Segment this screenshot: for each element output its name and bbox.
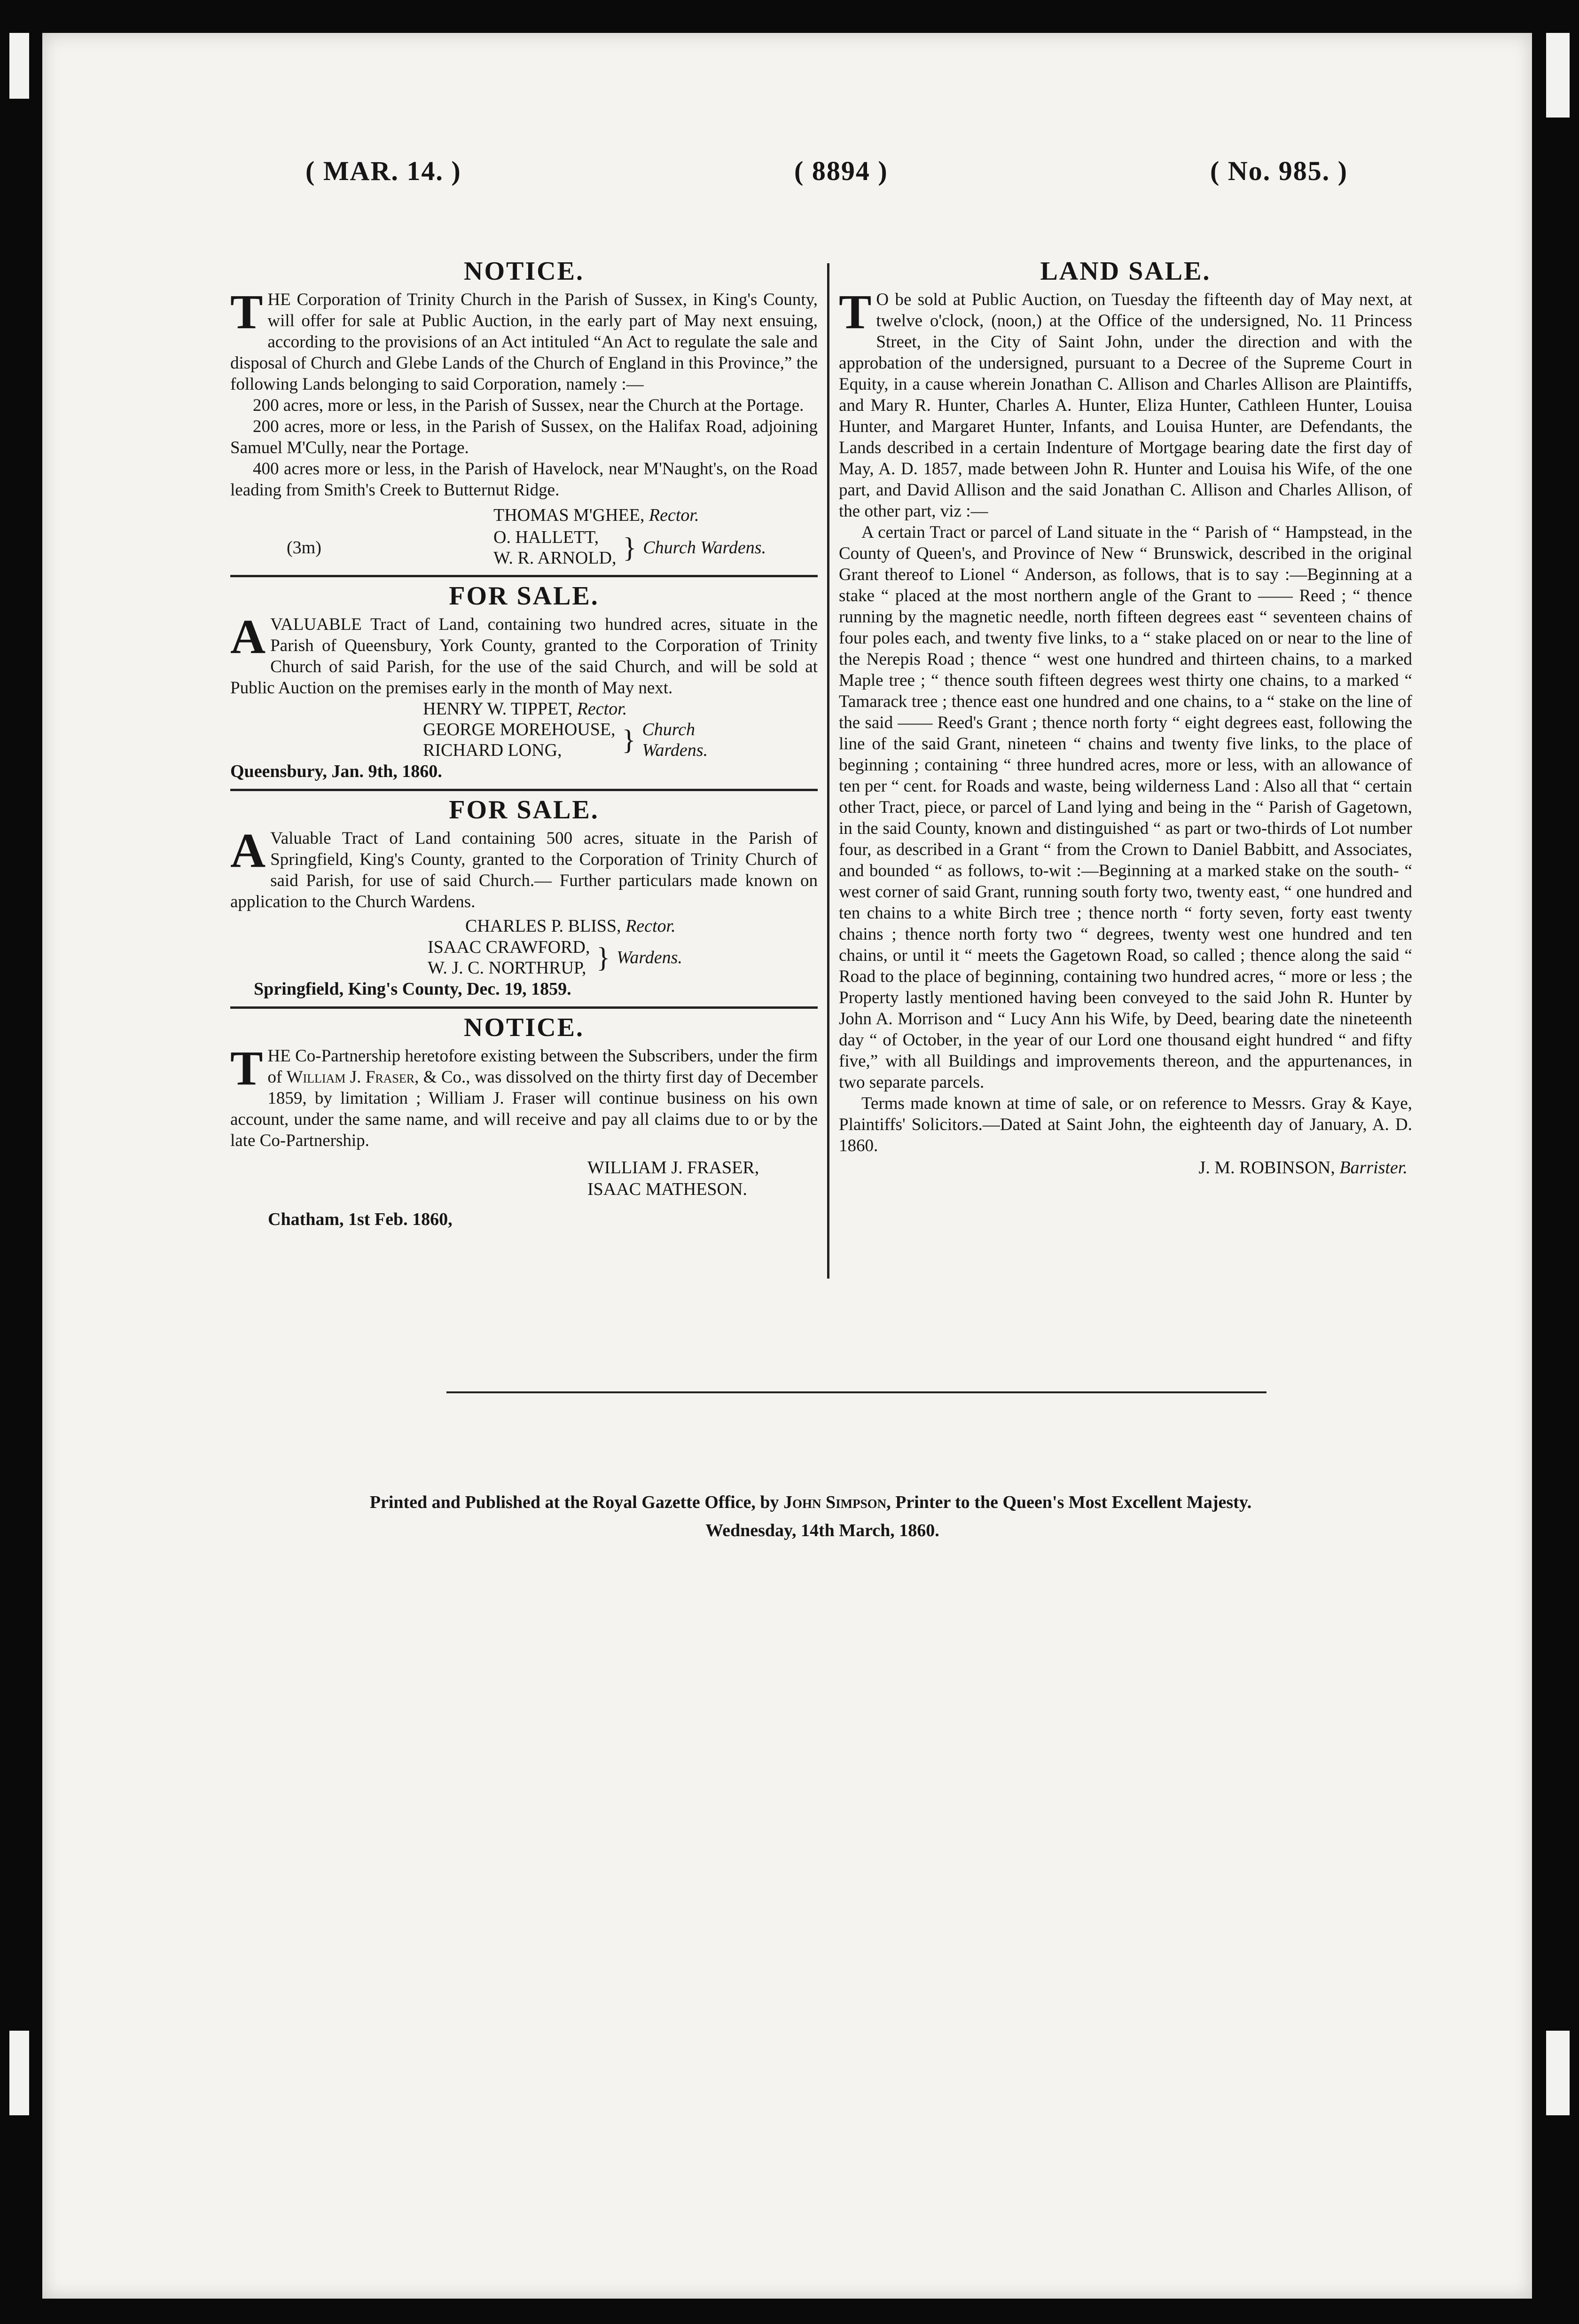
wardens-title: Church <box>642 720 695 739</box>
firm-name: William J. Fraser <box>286 1068 415 1087</box>
warden-name: W. J. C. NORTHRUP, <box>428 958 586 978</box>
rector-title: Rector. <box>625 916 676 936</box>
header-date: ( MAR. 14. ) <box>305 156 461 186</box>
section-separator <box>230 789 818 791</box>
dateline: Queensbury, Jan. 9th, 1860. <box>230 762 442 781</box>
rector-name: HENRY W. TIPPET, <box>423 699 573 719</box>
rector-name: CHARLES P. BLISS, <box>465 916 621 936</box>
signatory-title: Barrister. <box>1339 1158 1407 1178</box>
edge-mark-top-right <box>1546 33 1570 118</box>
terms-text: Terms made known at time of sale, or on reference to Messrs. Gray & Kaye, Plaintiffs' Solicitors.—Dated at Saint John, the eighteenth day of January, A. D. 1860. <box>839 1094 1412 1155</box>
signatory-name: WILLIAM J. FRASER, <box>587 1158 759 1178</box>
wardens-title: Wardens. <box>642 740 708 760</box>
notice-text: O be sold at Public Auction, on Tuesday the fifteenth day of May next, at twelve o'clock, (noon,) at the Office of the undersigned, No. 11 Princess Street, in the City of Saint John, under the direction and with the approbation of the undersigned, pursuant to a Decree of the Supreme Court in Equity, in a cause wherein Jonathan C. Allison and Charles Allison are Plaintiffs, and Mary R. Hunter, Charles A. Hunter, Eliza Hunter, Cathleen Hunter, Louisa Hunter, and Margaret Hunter, Infants, and Louisa Hunter, are Defendants, the Lands described in a certain Indenture of Mortgage bearing date the first day of May, A. D. 1857, made between John R. Hunter and Louisa his Wife, of the one part, and David Allison and the said Jonathan C. Allison and Charles Allison, of the other part, viz :— <box>839 290 1412 521</box>
land-item: 400 acres more or less, in the Parish of Havelock, near M'Naught's, on the Road leading from Smith's Creek to Butternut Ridge. <box>230 459 818 500</box>
left-column <box>230 256 818 1230</box>
notice-title: LAND SALE. <box>1040 257 1211 286</box>
rector-title: Rector. <box>649 505 699 525</box>
notice-title: NOTICE. <box>464 1013 584 1042</box>
notice-title: FOR SALE. <box>449 581 599 611</box>
notice-body <box>230 1041 818 1151</box>
for-sale-queensbury <box>230 581 818 782</box>
notice-title: FOR SALE. <box>449 795 599 824</box>
wardens-title: Church Wardens. <box>643 538 766 557</box>
edge-mark-bottom-left <box>9 2031 29 2115</box>
rector-title: Rector. <box>577 699 627 719</box>
notice-title: NOTICE. <box>464 257 584 286</box>
drop-cap: T <box>230 1041 263 1095</box>
column-divider <box>827 263 829 1279</box>
warden-name: W. R. ARNOLD, <box>493 548 617 568</box>
edge-mark-top-left <box>9 33 29 99</box>
printer-name: John Simpson <box>783 1492 887 1512</box>
signatory-name: J. M. ROBINSON, <box>1198 1158 1335 1178</box>
warden-name: GEORGE MOREHOUSE, <box>423 720 616 739</box>
brace-glyph: } <box>623 532 637 563</box>
section-separator <box>230 575 818 577</box>
land-item: 200 acres, more or less, in the Parish of Sussex, near the Church at the Portage. <box>253 396 804 415</box>
brace-glyph: } <box>622 724 636 755</box>
right-column <box>839 256 1412 1179</box>
notice-text: HE Corporation of Trinity Church in the Parish of Sussex, in King's County, will offer for sale at Public Auction, in the early part of May next ensuing, according to the provisions of an Act intituled “An Act to regulate the sale and disposal of Church and Glebe Lands of the Church of England in this Province,” the following Lands belonging to said Corporation, namely :— <box>230 290 818 394</box>
notice-text: VALUABLE Tract of Land, containing two hundred acres, situate in the Parish of Queensbury, York County, granted to the Corporation of Trinity Church of said Parish, for the use of the said Church, and will be sold at Public Auction on the premises early in the month of May next. <box>230 615 818 698</box>
warden-name: O. HALLETT, <box>493 527 599 547</box>
notice-body <box>230 610 818 699</box>
notice-text: HE Co-Partnership heretofore existing between the Subscribers, under the firm of <box>267 1046 818 1087</box>
notice-trinity-sussex <box>230 256 818 568</box>
notice-body <box>839 285 1412 522</box>
imprint-text: , Printer to the Queen's Most Excellent Majesty. <box>886 1492 1252 1512</box>
notice-text: Valuable Tract of Land containing 500 acres, situate in the Parish of Springfield, King's County, granted to the Corporation of Trinity Church of said Parish, for use of said Church.— Further particulars made known on application to the Church Wardens. <box>230 829 818 911</box>
bottom-rule <box>446 1391 1266 1393</box>
header-page-number: ( 8894 ) <box>794 156 888 186</box>
land-sale-notice <box>839 256 1412 1179</box>
rector-name: THOMAS M'GHEE, <box>493 505 645 525</box>
notice-body <box>230 824 818 912</box>
notice-partnership-dissolved <box>230 1013 818 1230</box>
wardens-title: Wardens. <box>617 948 682 967</box>
imprint-text: Printed and Published at the Royal Gazette Office, by <box>369 1492 784 1512</box>
notice-body <box>230 285 818 395</box>
edge-mark-bottom-right <box>1546 2031 1570 2115</box>
header-issue-number: ( No. 985. ) <box>1210 156 1348 186</box>
warden-name: ISAAC CRAWFORD, <box>428 937 590 957</box>
imprint-date: Wednesday, 14th March, 1860. <box>705 1521 939 1540</box>
land-item: 200 acres, more or less, in the Parish of Sussex, on the Halifax Road, adjoining Samuel M'Cully, near the Portage. <box>230 417 818 457</box>
imprint-line <box>0 1490 1579 1515</box>
drop-cap: T <box>230 285 263 339</box>
for-sale-springfield <box>230 795 818 1000</box>
warden-name: RICHARD LONG, <box>423 740 562 760</box>
land-description: A certain Tract or parcel of Land situate in the “ Parish of “ Hampstead, in the County of Queen's, and Province of New “ Brunswick, described in the original Grant thereof to Lionel “ Anderson, as follows, that is to say :—Beginning at a stake “ placed at the most northern angle of the Grant to —— Reed ; “ thence running by the magnetic needle, north fifteen degrees east “ seventeen chains of four poles each, and twenty five links, to a “ stake placed on or near to the line of the Nerepis Road ; thence “ west one hundred and thirteen chains, to a marked Maple tree ; “ thence south fifteen degrees west thirty one chains, to a marked “ Tamarack tree ; thence east one hundred and one chains, to a “ stake on the line of the said —— Reed's Grant ; thence north forty “ eight degrees east, following the line of the said Grant, nineteen “ chains and twenty five links, to the place of beginning ; containing “ three hundred acres, more or less, with an allowance of ten per “ cent. for Roads and waste, being wilderness Land : Also all that “ certain other Tract, piece, or parcel of Land lying and being in the “ Parish of Gagetown, in the said County, known and distinguished “ as part or two-thirds of Lot number four, as described in a Grant “ from the Crown to Daniel Babbitt, and Associates, and bounded “ as follows, to-wit :—Beginning at a marked stake on the south- “ west corner of said Grant, running south forty two, twenty east, “ one hundred and ten chains to a white Birch tree ; thence north “ forty seven, forty east twenty chains ; thence north forty two “ degrees, twenty west one hundred and ten chains, or until it “ meets the Gagetown Road, so called ; thence along the said “ Road to the place of beginning, containing two hundred acres, “ more or less ; the Property lastly mentioned having been conveyed to the said John R. Hunter by John A. Morrison and “ Lucy Ann his Wife, by Deed, bearing date the nineteenth day “ of October, in the year of our Lord one thousand eight hundred “ and fifty five,” with all Buildings and improvements thereon, and the appurtenances, in two separate parcels. <box>839 523 1412 1092</box>
signatory-name: ISAAC MATHESON. <box>587 1179 747 1199</box>
drop-cap: A <box>230 610 266 664</box>
dateline: Springfield, King's County, Dec. 19, 1859. <box>254 979 571 999</box>
section-separator <box>230 1006 818 1009</box>
dateline: Chatham, 1st Feb. 1860, <box>268 1209 453 1229</box>
drop-cap: T <box>839 285 872 339</box>
drop-cap: A <box>230 824 266 878</box>
brace-glyph: } <box>596 942 610 973</box>
insertion-mark: (3m) <box>287 538 321 557</box>
notice-text: , & Co., was dissolved on the thirty first day of December 1859, by limitation ; William J. Fraser will continue business on his own account, under the same name, and will receive and pay all claims due to or by the late Co-Partnership. <box>230 1068 818 1150</box>
